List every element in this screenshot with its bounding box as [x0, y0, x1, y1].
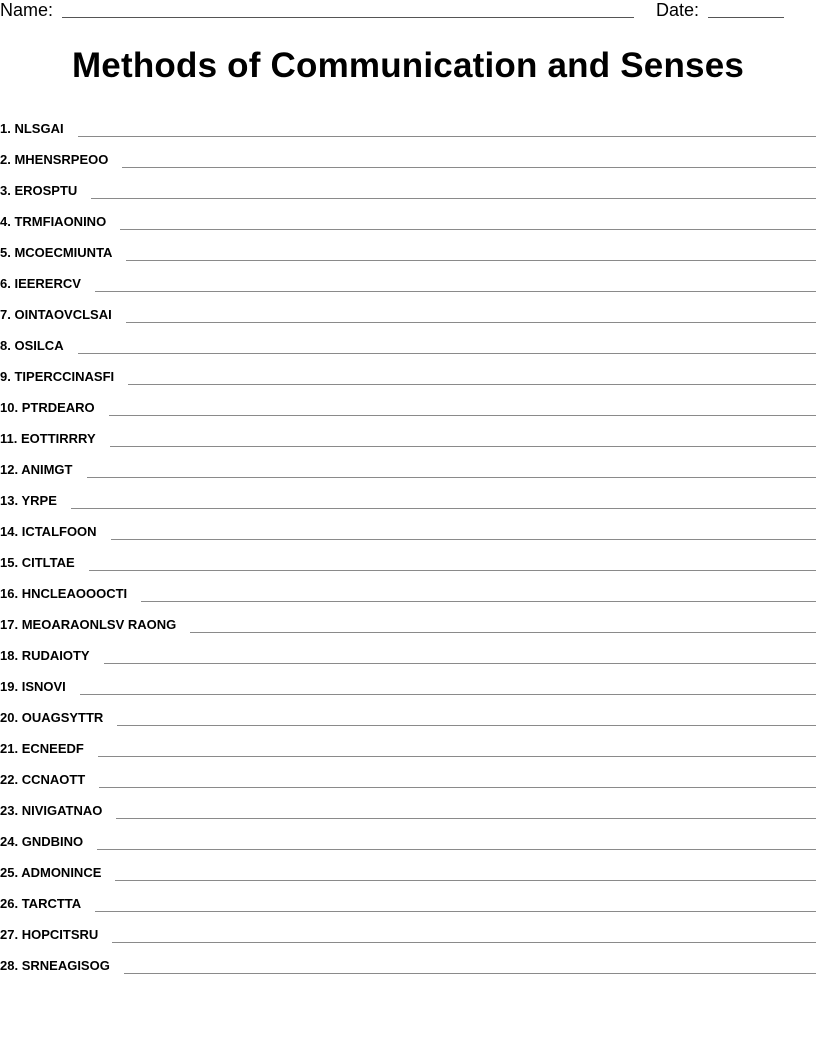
scrambled-letters: TARCTTA	[21, 896, 82, 911]
word-number: 7.	[0, 307, 11, 322]
word-number: 3.	[0, 183, 11, 198]
scrambled-word	[0, 338, 64, 356]
header-row	[0, 0, 816, 22]
scrambled-word	[0, 741, 84, 759]
word-number: 25.	[0, 865, 19, 880]
word-number: 2.	[0, 152, 11, 167]
scrambled-word	[0, 524, 97, 542]
scrambled-word	[0, 772, 85, 790]
scrambled-letters: ISNOVI	[21, 679, 66, 694]
word-number: 5.	[0, 245, 11, 260]
word-item	[0, 325, 816, 356]
answer-line[interactable]	[124, 972, 816, 974]
word-number: 21.	[0, 741, 19, 756]
answer-line[interactable]	[116, 817, 816, 819]
word-item	[0, 418, 816, 449]
word-item	[0, 573, 816, 604]
answer-line[interactable]	[80, 693, 816, 695]
word-item	[0, 294, 816, 325]
answer-line[interactable]	[120, 228, 816, 230]
scrambled-word	[0, 462, 73, 480]
scrambled-word	[0, 896, 81, 914]
answer-line[interactable]	[122, 166, 816, 168]
scrambled-letters: GNDBINO	[21, 834, 84, 849]
name-label: Name:	[0, 0, 54, 20]
scrambled-letters: NLSGAI	[14, 121, 64, 136]
word-item	[0, 759, 816, 790]
scrambled-letters: IEERERCV	[14, 276, 81, 291]
word-number: 18.	[0, 648, 19, 663]
answer-line[interactable]	[112, 941, 816, 943]
answer-line[interactable]	[126, 259, 816, 261]
scrambled-letters: YRPE	[21, 493, 57, 508]
scrambled-letters: MHENSRPEOO	[14, 152, 109, 167]
scrambled-word	[0, 958, 110, 976]
scrambled-word	[0, 121, 64, 139]
word-list	[0, 108, 816, 976]
scrambled-word	[0, 865, 101, 883]
word-number: 16.	[0, 586, 19, 601]
word-item	[0, 170, 816, 201]
word-item	[0, 945, 816, 976]
word-item	[0, 511, 816, 542]
scrambled-letters: PTRDEARO	[21, 400, 95, 415]
answer-line[interactable]	[91, 197, 816, 199]
scrambled-letters: ANIMGT	[21, 462, 73, 477]
scrambled-word	[0, 214, 106, 232]
scrambled-word	[0, 710, 103, 728]
word-item	[0, 263, 816, 294]
answer-line[interactable]	[141, 600, 816, 602]
word-number: 23.	[0, 803, 19, 818]
word-item	[0, 232, 816, 263]
word-number: 13.	[0, 493, 19, 508]
answer-line[interactable]	[95, 910, 816, 912]
scrambled-letters: SRNEAGISOG	[21, 958, 110, 973]
answer-line[interactable]	[78, 135, 816, 137]
word-item	[0, 139, 816, 170]
scrambled-letters: CITLTAE	[21, 555, 75, 570]
scrambled-letters: OINTAOVCLSAI	[14, 307, 112, 322]
word-number: 14.	[0, 524, 19, 539]
answer-line[interactable]	[109, 414, 816, 416]
scrambled-letters: RUDAIOTY	[21, 648, 90, 663]
scrambled-letters: OUAGSYTTR	[21, 710, 104, 725]
scrambled-word	[0, 276, 81, 294]
word-item	[0, 666, 816, 697]
word-number: 12.	[0, 462, 19, 477]
date-field-line[interactable]	[708, 17, 784, 18]
scrambled-word	[0, 493, 57, 511]
scrambled-word	[0, 834, 83, 852]
word-number: 28.	[0, 958, 19, 973]
word-item	[0, 108, 816, 139]
scrambled-word	[0, 307, 112, 325]
answer-line[interactable]	[95, 290, 816, 292]
scrambled-word	[0, 245, 112, 263]
answer-line[interactable]	[104, 662, 816, 664]
date-label: Date:	[656, 0, 700, 20]
answer-line[interactable]	[126, 321, 816, 323]
scrambled-letters: TIPERCCINASFI	[14, 369, 115, 384]
word-item	[0, 790, 816, 821]
word-number: 24.	[0, 834, 19, 849]
scrambled-word	[0, 927, 98, 945]
scrambled-word	[0, 648, 90, 666]
answer-line[interactable]	[128, 383, 816, 385]
word-item	[0, 604, 816, 635]
word-number: 9.	[0, 369, 11, 384]
answer-line[interactable]	[98, 755, 816, 757]
scrambled-letters: MCOECMIUNTA	[14, 245, 113, 260]
scrambled-word	[0, 369, 114, 387]
answer-line[interactable]	[111, 538, 816, 540]
word-number: 1.	[0, 121, 11, 136]
word-item	[0, 821, 816, 852]
answer-line[interactable]	[78, 352, 816, 354]
word-item	[0, 728, 816, 759]
word-item	[0, 356, 816, 387]
word-number: 4.	[0, 214, 11, 229]
scrambled-word	[0, 152, 108, 170]
word-item	[0, 542, 816, 573]
word-number: 26.	[0, 896, 19, 911]
scrambled-word	[0, 803, 102, 821]
word-number: 17.	[0, 617, 19, 632]
scrambled-letters: ECNEEDF	[21, 741, 84, 756]
word-number: 10.	[0, 400, 19, 415]
word-number: 11.	[0, 431, 18, 446]
word-number: 6.	[0, 276, 11, 291]
answer-line[interactable]	[87, 476, 816, 478]
scrambled-letters: CCNAOTT	[21, 772, 86, 787]
word-item	[0, 635, 816, 666]
scrambled-word	[0, 586, 127, 604]
scrambled-letters: ADMONINCE	[21, 865, 102, 880]
answer-line[interactable]	[97, 848, 816, 850]
answer-line[interactable]	[117, 724, 816, 726]
answer-line[interactable]	[115, 879, 816, 881]
scrambled-word	[0, 617, 176, 635]
word-item	[0, 387, 816, 418]
scrambled-letters: TRMFIAONINO	[14, 214, 107, 229]
word-number: 27.	[0, 927, 19, 942]
scrambled-letters: NIVIGATNAO	[21, 803, 103, 818]
word-item	[0, 883, 816, 914]
answer-line[interactable]	[99, 786, 816, 788]
scrambled-letters: HOPCITSRU	[21, 927, 99, 942]
scrambled-word	[0, 400, 95, 418]
scrambled-letters: EOTTIRRRY	[20, 431, 96, 446]
scrambled-letters: MEOARAONLSV RAONG	[21, 617, 177, 632]
scrambled-letters: OSILCA	[14, 338, 64, 353]
word-item	[0, 480, 816, 511]
word-item	[0, 697, 816, 728]
word-number: 20.	[0, 710, 19, 725]
word-number: 22.	[0, 772, 19, 787]
scrambled-letters: HNCLEAOOOCTI	[21, 586, 128, 601]
scrambled-word	[0, 679, 66, 697]
word-item	[0, 449, 816, 480]
scrambled-word	[0, 555, 75, 573]
answer-line[interactable]	[110, 445, 816, 447]
word-number: 8.	[0, 338, 11, 353]
word-item	[0, 201, 816, 232]
page-title: Methods of Communication and Senses	[71, 46, 745, 85]
scrambled-letters: EROSPTU	[14, 183, 78, 198]
word-item	[0, 852, 816, 883]
word-number: 15.	[0, 555, 19, 570]
answer-line[interactable]	[89, 569, 816, 571]
word-item	[0, 914, 816, 945]
answer-line[interactable]	[190, 631, 816, 633]
scrambled-word	[0, 431, 96, 449]
answer-line[interactable]	[71, 507, 816, 509]
name-field-line[interactable]	[62, 17, 634, 18]
word-number: 19.	[0, 679, 19, 694]
scrambled-letters: ICTALFOON	[21, 524, 97, 539]
scrambled-word	[0, 183, 77, 201]
